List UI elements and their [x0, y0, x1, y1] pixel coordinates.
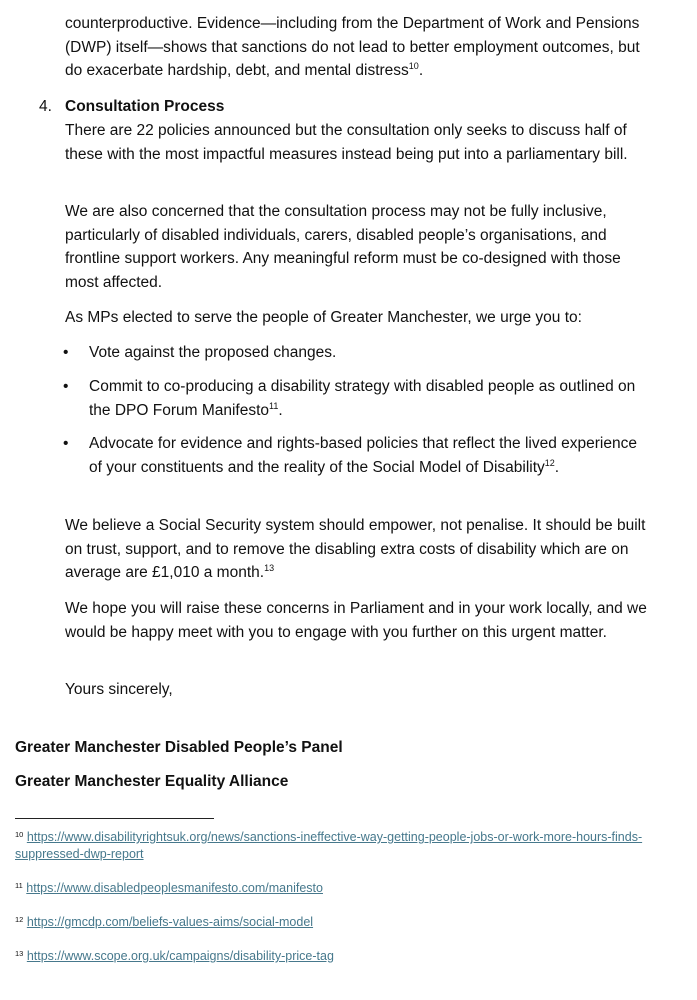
- belief-paragraph: We believe a Social Security system should empower, not penalise. It should be built on trust, support, and to remove the disabling extra costs of disability which are on average are £1,010 a month.$^{13}$: [65, 517, 646, 581]
- footnote-ref-13[interactable]: 13: [264, 563, 275, 573]
- bullet-marker: •: [63, 378, 69, 395]
- footnote-ref-10[interactable]: 10: [408, 61, 419, 71]
- footnote-12: $^{12}$ https://gmcdp.com/beliefs-values-aims/social-model: [15, 915, 314, 929]
- continuation-paragraph: counterproductive. Evidence—including from the Department of Work and Pensions (DWP) itself—shows that sanctions do not lead to better employment outcomes, but do exacerbate hardship, debt, and mental distress$^{10}$.: [65, 15, 640, 79]
- bullet-item: Vote against the proposed changes.: [89, 344, 337, 361]
- footnote-link-12[interactable]: https://gmcdp.com/beliefs-values-aims/social-model: [26, 915, 314, 929]
- section-number: 4.: [39, 98, 52, 115]
- footnote-11: $^{11}$ https://www.disabledpeoplesmanifesto.com/manifesto: [15, 881, 323, 895]
- consultation-paragraph-1: There are 22 policies announced but the consultation only seeks to discuss half of these with the most impactful measures instead being put into a parliamentary bill.: [65, 122, 628, 163]
- section-heading: Consultation Process: [65, 98, 225, 115]
- urge-paragraph: As MPs elected to serve the people of Greater Manchester, we urge you to:: [65, 309, 582, 326]
- footnote-link-13[interactable]: https://www.scope.org.uk/campaigns/disability-price-tag: [26, 949, 334, 963]
- footnote-10: $^{10}$ https://www.disabilityrightsuk.org/news/sanctions-ineffective-way-getting-people-jobs-or-work-more-hours-finds-suppressed-dwp-report: [15, 830, 643, 861]
- signatory-alliance: Greater Manchester Equality Alliance: [15, 773, 289, 790]
- consultation-paragraph-2: We are also concerned that the consultation process may not be fully inclusive, particularly of disabled individuals, carers, disabled people’s organisations, and frontline support workers. Any meaningful reform must be co-designed with those most affected.: [65, 203, 621, 291]
- footnote-ref-11[interactable]: 11: [269, 400, 279, 411]
- footnote-link-10[interactable]: https://www.disabilityrightsuk.org/news/sanctions-ineffective-way-getting-people-jobs-or-work-more-hours-finds-suppressed-dwp-report: [15, 830, 643, 861]
- bullet-marker: •: [63, 344, 69, 361]
- hope-paragraph: We hope you will raise these concerns in Parliament and in your work locally, and we would be happy meet with you to engage with you further on this urgent matter.: [65, 600, 647, 641]
- signatory-panel: Greater Manchester Disabled People’s Panel: [15, 739, 343, 756]
- continuation-text: counterproductive. Evidence—including from the Department of Work and Pensions (DWP) itself—shows that sanctions do not lead to better employment outcomes, but do exacerbate hardship, debt, and mental distress: [65, 15, 640, 79]
- footnote-13: $^{13}$ https://www.scope.org.uk/campaigns/disability-price-tag: [15, 949, 334, 963]
- bullet-item: Advocate for evidence and rights-based policies that reflect the lived experience of your constituents and the reality of the Social Model of Disability$^{12}$.: [89, 435, 637, 476]
- bullet-marker: •: [63, 435, 69, 452]
- footnote-link-11[interactable]: https://www.disabledpeoplesmanifesto.com/manifesto: [26, 881, 323, 895]
- footnote-divider: [15, 818, 214, 819]
- footnote-ref-12[interactable]: 12: [544, 457, 555, 468]
- closing-salutation: Yours sincerely,: [65, 681, 173, 698]
- bullet-item: Commit to co-producing a disability strategy with disabled people as outlined on the DPO Forum Manifesto$^{11}$.: [89, 378, 636, 419]
